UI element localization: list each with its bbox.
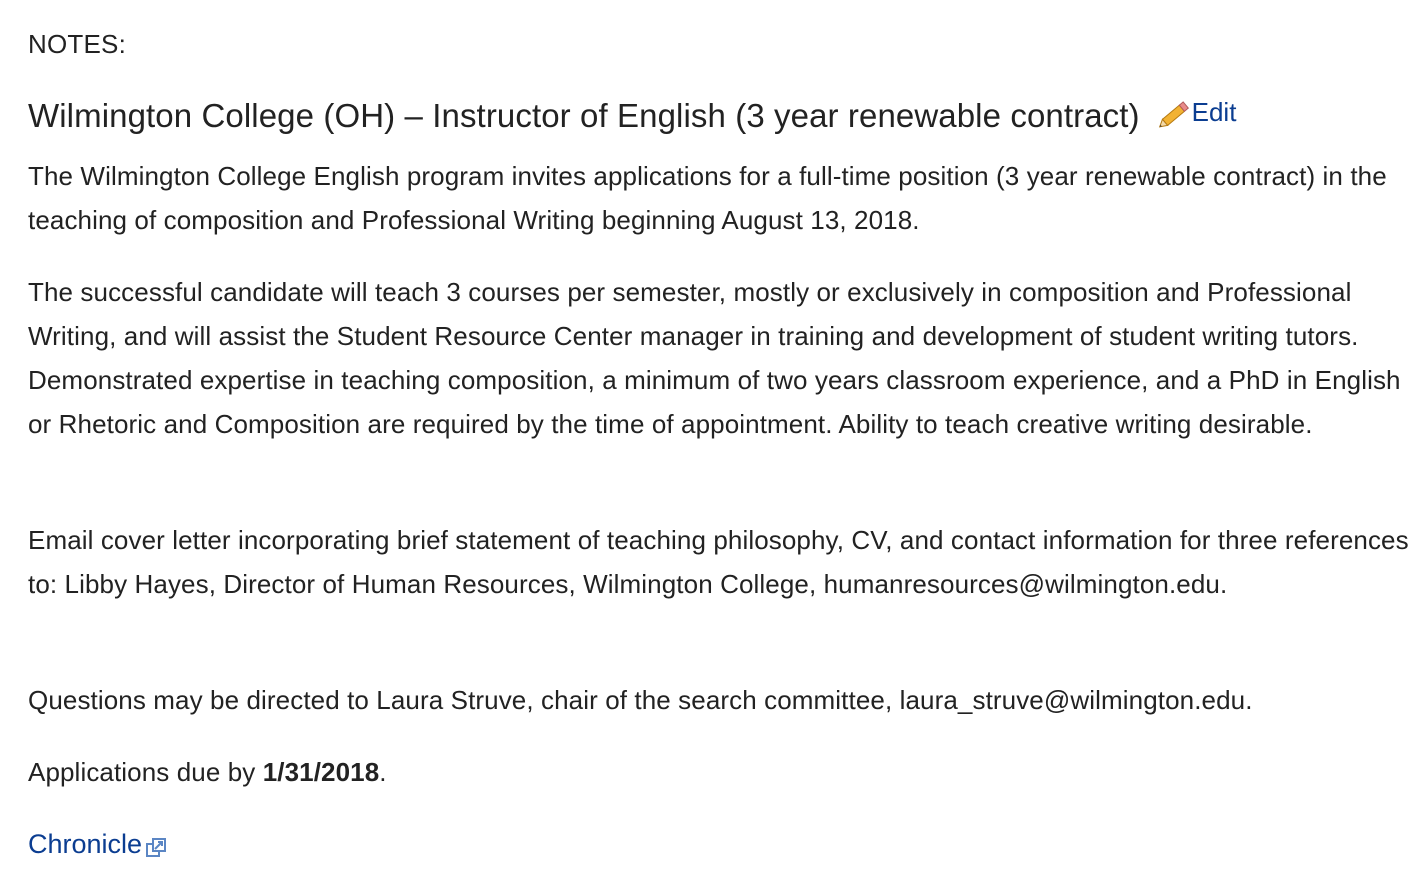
due-suffix: . — [379, 757, 387, 787]
description-paragraph-4: Questions may be directed to Laura Struve, chair of the search committee, laura_struve@wilmington.edu. — [28, 685, 1253, 715]
description-paragraph-2: The successful candidate will teach 3 courses per semester, mostly or exclusively in composition and Professional Writing, and will assist the Student Resource Center manager in training and development of student writing tutors. Demonstrated expertise in teaching composition, a minimum of two years classroom experience, and a PhD in English or Rhetoric and Composition are required by the time of appointment. Ability to teach creative writing desirable. — [28, 277, 1401, 439]
due-date-line — [28, 750, 1418, 794]
pencil-icon — [1158, 99, 1192, 129]
chronicle-link-label: Chronicle — [28, 829, 143, 859]
job-heading-row — [28, 96, 1236, 136]
job-title: Wilmington College (OH) – Instructor of English (3 year renewable contract) — [28, 97, 1140, 134]
chronicle-link[interactable] — [28, 822, 167, 866]
due-date: 1/31/2018 — [262, 757, 380, 787]
description-paragraph-3: Email cover letter incorporating brief statement of teaching philosophy, CV, and contact information for three references to: Libby Hayes, Director of Human Resources, Wilmington College, humanresources@wilmington.edu. — [28, 525, 1409, 599]
description-paragraph-1: The Wilmington College English program invites applications for a full-time position (3 year renewable contract) in the teaching of composition and Professional Writing beginning August 13, 2018. — [28, 161, 1387, 235]
due-prefix: Applications due by — [28, 757, 263, 787]
edit-link[interactable] — [1158, 97, 1237, 128]
notes-label: NOTES: — [28, 29, 126, 59]
edit-label: Edit — [1191, 96, 1237, 127]
external-link-icon — [145, 828, 167, 850]
